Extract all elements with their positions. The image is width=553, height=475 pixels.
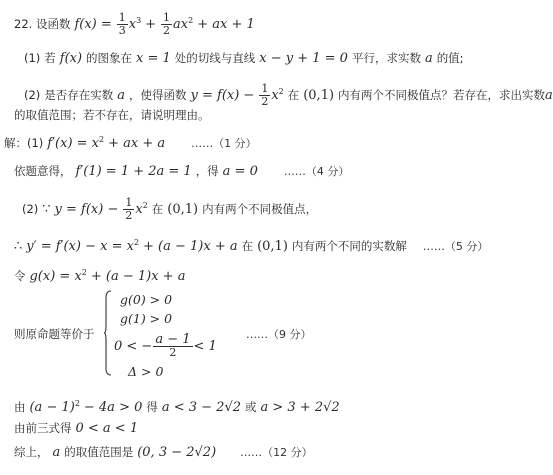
heading-term2: ax: [173, 17, 189, 32]
solution-from-2: 由前三式得 0 < a < 1: [14, 421, 139, 436]
condition-delta: Δ > 0: [128, 364, 164, 379]
score-4-line: [246, 326, 312, 343]
solution-2: (2) ∵ y = f(x) − $\frac{1}{2}$ $x^2$ 在 (0,1) 内有两个不同极值点，: [22, 196, 318, 222]
solution-1-line2: 依题意得， f′(1) = 1 + 2a = 1 ，得 a = 0 ……（4 分）: [14, 164, 350, 179]
equiv-label: 则原命题等价于: [14, 327, 95, 341]
heading-tail: + ax + 1: [197, 17, 255, 32]
solution-1: 解：(1) $f'(x) = x^2$ + ax + a ……（1 分）: [4, 135, 257, 151]
score-5: ……（12 分）: [240, 446, 313, 459]
system-brace: [104, 290, 112, 376]
solution-summary: 综上， a 的取值范围是 (0, 3 − 2√2) ……（12 分）: [14, 445, 313, 460]
score-3: ……（5 分）: [422, 240, 489, 253]
solution-2-therefore: ∴ $y' = f'(x) - x = x^2 + (a - 1)x + a$ 在 (0,1) 内有两个不同的实数解 ……（5 分）: [14, 238, 489, 254]
condition-axis: 0 < − $\frac{a - 1}{2}$ < 1: [114, 332, 217, 359]
condition-g0: g(0) > 0: [120, 292, 173, 307]
condition-g1: g(1) > 0: [120, 311, 173, 326]
score-2: ……（4 分）: [283, 165, 350, 178]
heading-prefix: 22. 设函数: [14, 17, 71, 31]
problem-heading: 22. 设函数 f(x) = $\frac{1}{3}$ $x^3$ + $\frac{1}{2}$ $ax^2$ + ax + 1: [14, 11, 255, 37]
part2-question: (2) 是否存在实数 a ，使得函数 y = f(x) − $\frac{1}{2}$ $x^2$ 在 (0,1) 内有两个不同极值点？若存在，求出实数a: [24, 82, 553, 108]
solution-from-1: 由 $(a - 1)^2 - 4a > 0$ 得 a < 3 − 2√2 或 a > 3 + 2√2: [14, 399, 340, 415]
heading-term1: x: [128, 17, 137, 32]
heading-frac-2: $\frac{1}{2}$: [163, 11, 171, 37]
solution-2-let: 令 $g(x) = x^2 + (a - 1)x + a$: [14, 268, 186, 284]
heading-frac-1: $\frac{1}{3}$: [118, 11, 126, 37]
score-1: ……（1 分）: [191, 137, 257, 150]
part1-question: (1) 若 f(x) 的图象在 x = 1 处的切线与直线 x − y + 1 = 0 平行，求实数 a 的值;: [24, 51, 464, 66]
part2-question-line2: 的取值范围；若不存在，请说明理由。: [14, 108, 210, 122]
heading-func: f(x) =: [74, 17, 112, 32]
score-4: ……（9 分）: [246, 328, 312, 341]
